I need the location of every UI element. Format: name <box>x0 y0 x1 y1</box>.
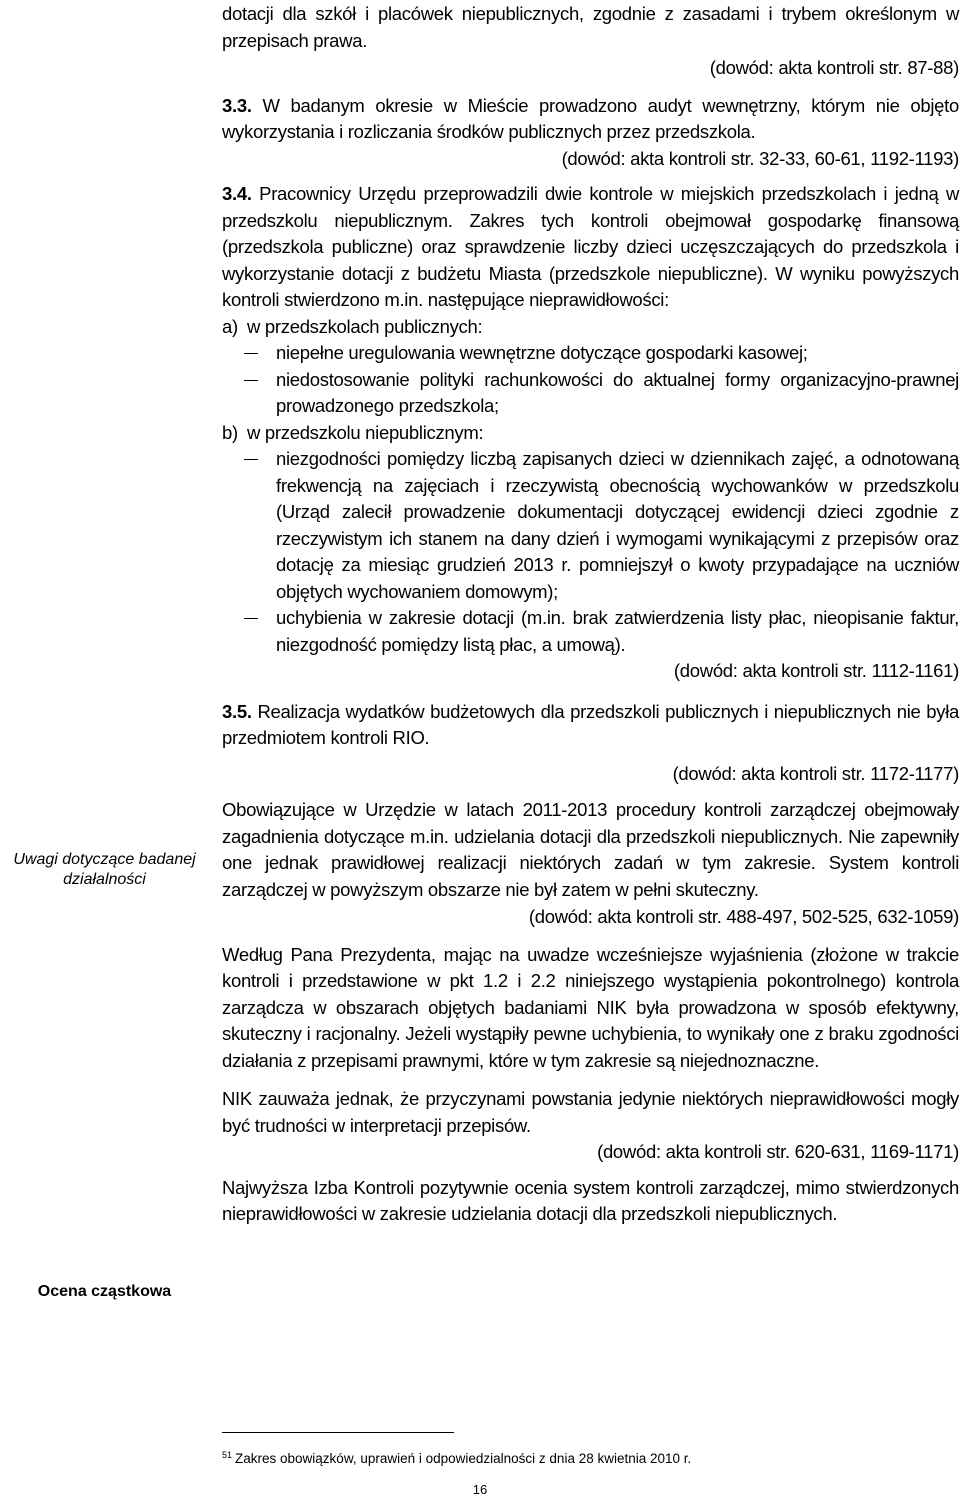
dash-text: uchybienia w zakresie dotacji (m.in. brak zatwierdzenia listy płac, nieopisanie faktur, niezgodność pomiędzy listą płac, a umową). <box>276 607 959 655</box>
section-3-4 <box>222 181 959 314</box>
dash-bullet-icon <box>222 340 276 367</box>
dash-text: niezgodności pomiędzy liczbą zapisanych dzieci w dziennikach zajęć, a odnotowaną frekwencją na zajęciach i rzeczywistą obecnością wychowanków w przedszkolu (Urząd zalecił prowadzenie dokumentacji dotyczącej ewidencji dzieci zgodnie z rzeczywistym ich stanem na dany dzień i wymogami wynikającymi z przepisów oraz dotację za miesiąc grudzień 2013 r. pomniejszył o kwoty przypadające na uczniów objętych wychowaniem domowym); <box>276 448 959 602</box>
dash-item <box>222 340 959 367</box>
list-text: w przedszkolu niepublicznym: <box>247 421 484 443</box>
dash-item <box>222 446 959 605</box>
section-text: Pracownicy Urzędu przeprowadzili dwie kontrole w miejskich przedszkolach i jedną w przedszkolu niepublicznym. Zakres tych kontroli obejmował gospodarkę finansową (przedszkola publiczne) oraz sprawdzenie liczby dzieci uczęszczających do przedszkola i wykorzystanie dotacji z budżetu Miasta (przedszkole niepubliczne). W wyniku powyższych kontroli stwierdzono m.in. następujące nieprawidłowości: <box>222 183 959 310</box>
section-text: W badanym okresie w Mieście prowadzono audyt wewnętrzny, którym nie objęto wykorzystania i rozliczania środków publicznych przez przedszkola. <box>222 94 960 142</box>
footnote <box>222 1447 691 1467</box>
paragraph-score: Najwyższa Izba Kontroli pozytywnie ocenia system kontroli zarządczej, mimo stwierdzonych nieprawidłowości w zakresie udzielania dotacji dla przedszkoli niepublicznych. <box>222 1176 959 1224</box>
evidence-reference: (dowód: akta kontroli str. 620-631, 1169-1171) <box>597 1141 959 1162</box>
page-number: 16 <box>472 1482 488 1497</box>
dash-bullet-icon <box>222 605 276 658</box>
dash-item <box>222 367 959 420</box>
footnote-divider <box>222 1432 454 1433</box>
section-3-5 <box>222 699 959 752</box>
dash-bullet-icon <box>222 367 276 420</box>
sidebar-score-label: Ocena cząstkowa <box>37 1283 172 1300</box>
evidence-reference: (dowód: akta kontroli str. 32-33, 60-61, 1192-1193) <box>561 147 959 169</box>
dash-item <box>222 605 959 658</box>
sidebar-note-label: Uwagi dotyczące badanej działalności <box>13 851 196 888</box>
evidence-reference: (dowód: akta kontroli str. 87-88) <box>709 57 959 78</box>
list-text: w przedszkolach publicznych: <box>247 315 483 337</box>
paragraph-president-opinion: Według Pana Prezydenta, mając na uwadze wcześniejsze wyjaśnienia (złożone w trakcie kontroli i przedstawione w pkt 1.2 i 2.2 niniejszego wystąpienia pokontrolnego) kontrola zarządcza w obszarach objętych badaniami NIK była prowadzona w sposób efektywny, skuteczny i racjonalny. Jeżeli wystąpiły pewne uchybienia, to wynikały one z braku zgodności działania z przepisami prawnymi, które w tym zakresie są niejednoznaczne. <box>222 943 959 1071</box>
paragraph-control-summary: Obowiązujące w Urzędzie w latach 2011-2013 procedury kontroli zarządczej obejmowały zagadnienia dotyczące m.in. udzielania dotacji dla przedszkoli niepublicznych. Nie zapewniły one jednak prawidłowej realizacji niektórych zadań w tym zakresie. System kontroli zarządczej w powyższym obszarze nie był zatem w pełni skuteczny. <box>222 799 959 900</box>
footnote-text: Zakres obowiązków, uprawień i odpowiedzialności z dnia 28 kwietnia 2010 r. <box>235 1451 692 1466</box>
section-number: 3.3. <box>222 94 252 116</box>
evidence-reference: (dowód: akta kontroli str. 1172-1177) <box>672 762 959 784</box>
list-label: b) <box>222 421 238 443</box>
evidence-reference: (dowód: akta kontroli str. 488-497, 502-525, 632-1059) <box>528 906 959 927</box>
section-text: Realizacja wydatków budżetowych dla przedszkoli publicznych i niepublicznych nie była przedmiotem kontroli RIO. <box>222 700 959 748</box>
section-number: 3.4. <box>222 183 252 204</box>
dash-bullet-icon <box>222 446 276 605</box>
paragraph-nik-remark: NIK zauważa jednak, że przyczynami powstania jedynie niektórych nieprawidłowości mogły być trudności w interpretacji przepisów. <box>222 1088 959 1136</box>
dash-text: niedostosowanie polityki rachunkowości do aktualnej formy organizacyjno-prawnej prowadzonego przedszkola; <box>276 368 959 416</box>
document-body <box>222 0 959 1228</box>
paragraph-intro: dotacji dla szkół i placówek niepublicznych, zgodnie z zasadami i trybem określonym w przepisach prawa. <box>222 3 959 51</box>
section-3-3 <box>222 93 959 146</box>
footnote-number: 51 <box>222 1450 233 1460</box>
list-label: a) <box>222 315 238 337</box>
evidence-reference: (dowód: akta kontroli str. 1112-1161) <box>673 660 959 681</box>
list-item-b <box>222 420 959 447</box>
dash-text: niepełne uregulowania wewnętrzne dotyczące gospodarki kasowej; <box>276 342 808 363</box>
list-item-a <box>222 314 959 341</box>
section-number: 3.5. <box>222 700 252 722</box>
